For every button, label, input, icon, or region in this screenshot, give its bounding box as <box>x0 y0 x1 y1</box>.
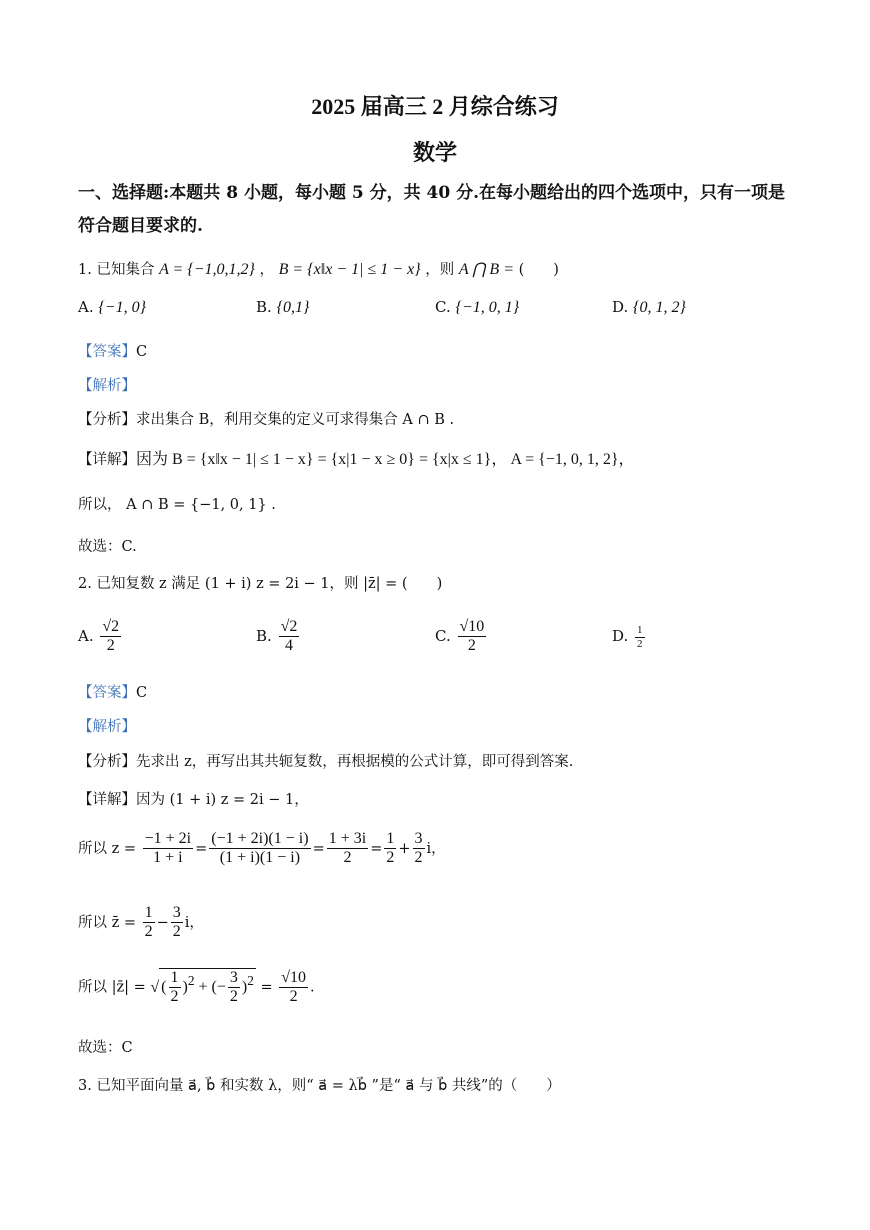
option-value: {−1, 0, 1} <box>455 299 520 316</box>
q1-then: ，则 <box>425 262 455 278</box>
q1-comma: ， <box>259 262 275 278</box>
fraction-denominator: 2 <box>229 988 238 1006</box>
q1-answer <box>78 340 147 361</box>
fraction-4 <box>384 830 396 868</box>
fraction-denominator: 2 <box>106 637 115 655</box>
option-value: {0,1} <box>276 299 310 316</box>
fraction-denominator: (1 + i)(1 − i) <box>219 849 301 867</box>
fraction-1 <box>169 969 181 1007</box>
subject-title: 数学 <box>412 140 457 165</box>
fraction-denominator: 1 + i <box>153 849 183 867</box>
option-label: A. <box>78 298 94 316</box>
q2-xiangjie <box>78 788 309 809</box>
so-prefix: 所以 z̄ = <box>78 914 137 931</box>
answer-tag: 【答案】 <box>78 685 136 701</box>
so-tail: i， <box>426 840 446 857</box>
fraction-numerator: −1 + 2i <box>143 830 194 849</box>
fraction-numerator: 1 <box>384 830 396 849</box>
fraction-denominator: 2 <box>170 988 179 1006</box>
so-prefix: 所以 z = <box>78 840 137 857</box>
xiangjie-tag: 【详解】 <box>78 792 136 808</box>
q2-so-1: 所以 z = $\frac{-1 + 2i}{1 + i}$ = $\frac{(-1 + 2i)(1 - i)}{(1 + i)(1 - i)}$ = $\frac{1 + 3i}{2}$ = $\frac{1}{2}$ + $\frac{3}{2}$ i， <box>78 830 446 867</box>
q1-option-b <box>256 298 309 317</box>
answer-value: C <box>136 344 148 360</box>
q1-option-d <box>612 298 686 317</box>
fraction-denominator: 2 <box>467 637 476 655</box>
section-heading-line2: 符合题目要求的. <box>78 216 203 236</box>
fraction-numerator: 1 <box>637 624 643 636</box>
q1-so: 所以， A ∩ B = {−1, 0, 1} . <box>78 497 276 513</box>
q1-set-b: B = {x‖x − 1| ≤ 1 − x} <box>278 261 421 278</box>
fraction-numerator: 3 <box>171 904 183 923</box>
so-tail: i， <box>184 914 204 931</box>
fraction-denominator: 2 <box>289 988 298 1006</box>
fraction-1 <box>143 904 155 942</box>
fraction-denominator: 2 <box>144 923 153 941</box>
q2-choose: 故选：C <box>78 1040 133 1056</box>
option-label: D. <box>612 298 629 316</box>
q1-stem <box>78 258 559 279</box>
fraction-5 <box>413 830 425 868</box>
option-fraction <box>100 618 121 656</box>
fraction-denominator: 4 <box>284 637 293 655</box>
option-fraction <box>279 618 300 656</box>
q2-fenxi <box>78 750 573 771</box>
q1-xiangjie <box>78 446 635 469</box>
page-title: 2025 届高三 2 月综合练习 <box>311 94 559 119</box>
fraction-2 <box>228 969 240 1007</box>
fraction-numerator: √10 <box>279 969 308 988</box>
fraction-numerator: (−1 + 2i)(1 − i) <box>209 830 310 849</box>
q1-paren: ( ) <box>518 262 559 278</box>
fraction-numerator: 1 <box>143 904 155 923</box>
fenxi-tag: 【分析】 <box>78 412 136 428</box>
q1-analysis-tag: 【解析】 <box>78 378 136 394</box>
so-prefix: 所以 |z̄| = <box>78 979 146 996</box>
fraction-numerator: 1 + 3i <box>327 830 368 849</box>
q2-stem: 2. 已知复数 z 满足 (1 + i) z = 2i − 1，则 |z̄| = ( ) <box>78 576 443 592</box>
q1-question: A ⋂ B = <box>458 261 514 278</box>
fraction-numerator: √2 <box>100 618 121 637</box>
q3-stem: 3. 已知平面向量 a⃗, b⃗ 和实数 λ，则“ a⃗ = λb⃗ ”是“ a⃗ 与 b⃗ 共线”的（ ） <box>78 1078 561 1094</box>
q2-option-b <box>256 618 301 656</box>
q1-option-c <box>435 298 519 317</box>
option-value: {−1, 0} <box>98 299 146 316</box>
q1-fenxi <box>78 408 454 429</box>
result-fraction <box>279 969 308 1007</box>
fraction-denominator: 2 <box>172 923 181 941</box>
option-fraction <box>635 624 645 650</box>
fraction-numerator: 3 <box>228 969 240 988</box>
fraction-1 <box>143 830 194 868</box>
answer-value: C <box>136 685 148 701</box>
fenxi-tag: 【分析】 <box>78 754 136 770</box>
xiangjie-tag: 【详解】 <box>78 452 136 468</box>
option-fraction <box>458 618 487 656</box>
fenxi-text: 求出集合 B，利用交集的定义可求得集合 A ∩ B . <box>136 412 455 428</box>
fraction-denominator: 2 <box>343 849 352 867</box>
q1-option-a <box>78 298 146 317</box>
fraction-numerator: √10 <box>458 618 487 637</box>
option-label: B. <box>256 626 272 645</box>
fraction-2 <box>209 830 310 868</box>
fraction-3 <box>327 830 368 868</box>
q1-set-a: A = {−1,0,1,2} <box>159 261 255 278</box>
fraction-denominator: 2 <box>414 849 423 867</box>
fraction-numerator: 3 <box>413 830 425 849</box>
fraction-2 <box>171 904 183 942</box>
option-label: D. <box>612 627 629 646</box>
q1-stem-prefix: 1. 已知集合 <box>78 262 155 278</box>
option-label: C. <box>435 626 451 645</box>
xiangjie-text: 因为 (1 + i) z = 2i − 1， <box>136 792 309 808</box>
sqrt-expression: √ ( $\frac{1}{2}$ )$^2$ + (− $\frac{3}{2}$ )$^2$ <box>150 969 254 1006</box>
fraction-denominator: 2 <box>386 849 395 867</box>
q2-so-2: 所以 z̄ = $\frac{1}{2}$ − $\frac{3}{2}$ i， <box>78 904 204 941</box>
fenxi-text: 先求出 z，再写出其共轭复数，再根据模的公式计算，即可得到答案. <box>136 754 574 770</box>
answer-tag: 【答案】 <box>78 344 136 360</box>
xiangjie-text: 因为 B = {x‖x − 1| ≤ 1 − x} = {x|1 − x ≥ 0} = {x|x ≤ 1}， A = {−1, 0, 1, 2}， <box>136 451 635 468</box>
q2-analysis-tag: 【解析】 <box>78 719 136 735</box>
q2-option-d <box>612 624 647 650</box>
q2-so-3: 所以 |z̄| = √ ( $\frac{1}{2}$ )$^2$ + (− $\frac{3}{2}$ )$^2$ = $\frac{√10}{2}$ . <box>78 968 315 1006</box>
q1-choose: 故选：C. <box>78 539 137 555</box>
q2-option-a <box>78 618 123 656</box>
fraction-denominator: 2 <box>637 637 643 650</box>
option-label: B. <box>256 298 272 316</box>
q2-option-c <box>435 618 488 656</box>
fraction-numerator: √2 <box>279 618 300 637</box>
option-label: A. <box>78 626 94 645</box>
fraction-numerator: 1 <box>169 969 181 988</box>
q2-answer <box>78 681 147 702</box>
option-value: {0, 1, 2} <box>633 299 686 316</box>
section-heading-line1: 一、选择题:本题共 8 小题，每小题 5 分，共 40 分.在每小题给出的四个选项中，只有一项是 <box>78 183 786 203</box>
option-label: C. <box>435 298 451 316</box>
